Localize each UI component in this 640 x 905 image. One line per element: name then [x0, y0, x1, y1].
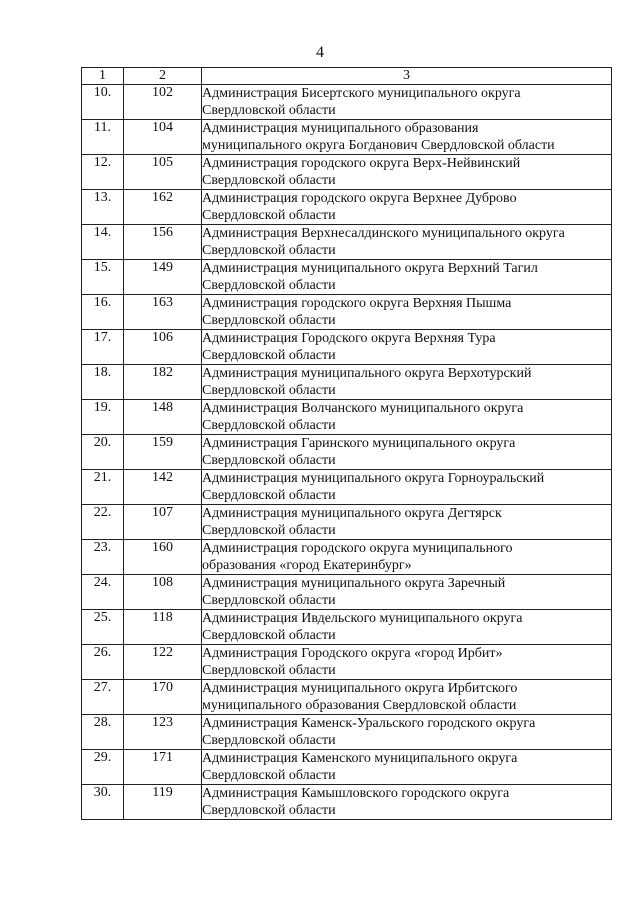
row-name-line-2: Свердловской области — [202, 383, 336, 398]
row-name-cell — [202, 365, 612, 400]
row-name-line-1: Администрация Камышловского городского округа — [202, 786, 510, 801]
row-name-cell — [202, 190, 612, 225]
row-code-cell: 106 — [124, 330, 202, 365]
row-name-line-2: Свердловской области — [202, 173, 336, 188]
row-number-cell: 22. — [82, 505, 124, 540]
row-code-cell: 122 — [124, 645, 202, 680]
row-code-cell: 148 — [124, 400, 202, 435]
row-name-cell — [202, 260, 612, 295]
table-row — [82, 540, 612, 575]
row-number-cell: 11. — [82, 120, 124, 155]
header-cell-code: 2 — [124, 68, 202, 85]
row-name-line-1: Администрация городского округа Верхнее Дуброво — [202, 191, 517, 206]
row-name-cell — [202, 575, 612, 610]
row-number-cell: 10. — [82, 85, 124, 120]
table-row — [82, 260, 612, 295]
row-code-cell: 171 — [124, 750, 202, 785]
row-name-line-2: Свердловской области — [202, 523, 336, 538]
row-name-line-1: Администрация Каменского муниципального округа — [202, 751, 518, 766]
row-name-line-2: Свердловской области — [202, 733, 336, 748]
table-row — [82, 785, 612, 820]
row-number-cell: 16. — [82, 295, 124, 330]
table-row — [82, 400, 612, 435]
row-code-cell: 149 — [124, 260, 202, 295]
row-name-cell — [202, 85, 612, 120]
row-name-line-1: Администрация муниципального округа Заречный — [202, 576, 506, 591]
row-code-cell: 118 — [124, 610, 202, 645]
row-code-cell: 123 — [124, 715, 202, 750]
row-name-line-2: Свердловской области — [202, 768, 336, 783]
row-number-cell: 20. — [82, 435, 124, 470]
document-table — [81, 67, 612, 820]
table-row — [82, 645, 612, 680]
row-name-line-1: Администрация муниципального округа Горноуральский — [202, 471, 545, 486]
row-name-cell — [202, 750, 612, 785]
row-name-line-2: муниципального образования Свердловской области — [202, 698, 517, 713]
row-number-cell: 30. — [82, 785, 124, 820]
table-row — [82, 330, 612, 365]
row-code-cell: 182 — [124, 365, 202, 400]
row-number-cell: 18. — [82, 365, 124, 400]
row-name-line-2: Свердловской области — [202, 593, 336, 608]
row-name-cell — [202, 400, 612, 435]
row-name-cell — [202, 155, 612, 190]
row-number-cell: 24. — [82, 575, 124, 610]
row-code-cell: 108 — [124, 575, 202, 610]
row-name-cell — [202, 435, 612, 470]
row-name-line-2: Свердловской области — [202, 243, 336, 258]
row-number-cell: 17. — [82, 330, 124, 365]
row-name-cell — [202, 785, 612, 820]
row-code-cell: 105 — [124, 155, 202, 190]
row-code-cell: 102 — [124, 85, 202, 120]
table-row — [82, 190, 612, 225]
row-name-cell — [202, 225, 612, 260]
row-code-cell: 170 — [124, 680, 202, 715]
row-name-line-1: Администрация Волчанского муниципального округа — [202, 401, 524, 416]
row-name-cell — [202, 505, 612, 540]
table-row — [82, 435, 612, 470]
row-name-line-2: Свердловской области — [202, 453, 336, 468]
table-row — [82, 610, 612, 645]
row-name-cell — [202, 120, 612, 155]
table-row — [82, 680, 612, 715]
row-name-line-1: Администрация Каменск-Уральского городского округа — [202, 716, 536, 731]
row-number-cell: 23. — [82, 540, 124, 575]
row-code-cell: 156 — [124, 225, 202, 260]
table-row — [82, 120, 612, 155]
row-name-line-1: Администрация муниципального округа Дегтярск — [202, 506, 502, 521]
row-name-line-2: Свердловской области — [202, 348, 336, 363]
table-row — [82, 295, 612, 330]
row-name-line-2: Свердловской области — [202, 663, 336, 678]
row-number-cell: 13. — [82, 190, 124, 225]
table-row — [82, 85, 612, 120]
row-name-line-1: Администрация Бисертского муниципального округа — [202, 86, 521, 101]
row-name-line-1: Администрация муниципального округа Ирбитского — [202, 681, 518, 696]
row-code-cell: 159 — [124, 435, 202, 470]
row-name-line-2: Свердловской области — [202, 803, 336, 818]
row-number-cell: 25. — [82, 610, 124, 645]
row-name-line-2: муниципального округа Богданович Свердловской области — [202, 138, 555, 153]
row-code-cell: 163 — [124, 295, 202, 330]
table-row — [82, 750, 612, 785]
row-name-line-1: Администрация муниципального образования — [202, 121, 479, 136]
table-row — [82, 715, 612, 750]
row-code-cell: 160 — [124, 540, 202, 575]
row-name-cell — [202, 610, 612, 645]
row-name-cell — [202, 540, 612, 575]
header-cell-number: 1 — [82, 68, 124, 85]
row-code-cell: 119 — [124, 785, 202, 820]
table-row — [82, 470, 612, 505]
row-code-cell: 142 — [124, 470, 202, 505]
row-code-cell: 162 — [124, 190, 202, 225]
row-number-cell: 29. — [82, 750, 124, 785]
row-number-cell: 21. — [82, 470, 124, 505]
row-name-line-2: Свердловской области — [202, 313, 336, 328]
row-number-cell: 28. — [82, 715, 124, 750]
header-cell-name: 3 — [202, 68, 612, 85]
row-name-line-2: Свердловской области — [202, 418, 336, 433]
row-name-cell — [202, 645, 612, 680]
row-name-line-2: Свердловской области — [202, 628, 336, 643]
row-number-cell: 19. — [82, 400, 124, 435]
table-row — [82, 575, 612, 610]
row-name-line-1: Администрация Городского округа «город Ирбит» — [202, 646, 503, 661]
row-code-cell: 107 — [124, 505, 202, 540]
table-row — [82, 505, 612, 540]
row-name-line-2: Свердловской области — [202, 278, 336, 293]
row-number-cell: 15. — [82, 260, 124, 295]
table-header-row — [82, 68, 612, 85]
table-row — [82, 155, 612, 190]
row-name-line-1: Администрация Городского округа Верхняя Тура — [202, 331, 496, 346]
row-name-line-1: Администрация Верхнесалдинского муниципального округа — [202, 226, 565, 241]
row-name-line-1: Администрация Ивдельского муниципального округа — [202, 611, 523, 626]
row-name-line-1: Администрация городского округа Верхняя Пышма — [202, 296, 512, 311]
row-name-line-1: Администрация муниципального округа Верхний Тагил — [202, 261, 538, 276]
row-name-line-2: образования «город Екатеринбург» — [202, 558, 412, 573]
page-number: 4 — [316, 44, 324, 61]
row-name-cell — [202, 470, 612, 505]
row-name-line-1: Администрация муниципального округа Верхотурский — [202, 366, 532, 381]
row-number-cell: 27. — [82, 680, 124, 715]
row-name-cell — [202, 295, 612, 330]
row-name-cell — [202, 715, 612, 750]
row-name-line-1: Администрация Гаринского муниципального округа — [202, 436, 516, 451]
row-name-line-1: Администрация городского округа Верх-Нейвинский — [202, 156, 521, 171]
row-code-cell: 104 — [124, 120, 202, 155]
row-number-cell: 14. — [82, 225, 124, 260]
table-row — [82, 365, 612, 400]
table-row — [82, 225, 612, 260]
row-name-line-2: Свердловской области — [202, 488, 336, 503]
row-name-cell — [202, 330, 612, 365]
row-name-line-2: Свердловской области — [202, 103, 336, 118]
row-name-line-1: Администрация городского округа муниципального — [202, 541, 513, 556]
row-number-cell: 12. — [82, 155, 124, 190]
row-name-cell — [202, 680, 612, 715]
row-number-cell: 26. — [82, 645, 124, 680]
row-name-line-2: Свердловской области — [202, 208, 336, 223]
